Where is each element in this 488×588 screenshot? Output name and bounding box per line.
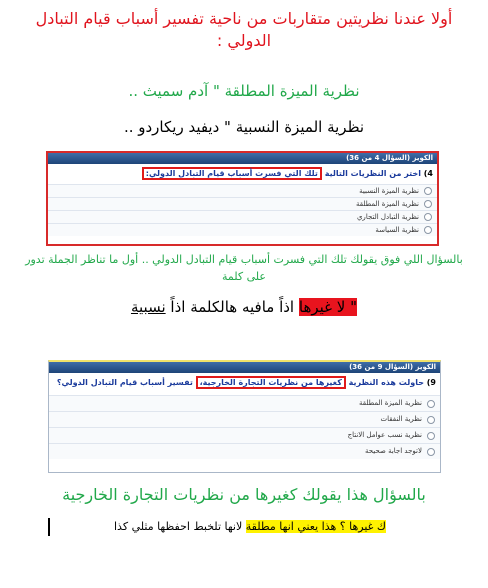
note-line-1	[60, 298, 428, 316]
quiz1-option-3[interactable]	[48, 210, 437, 223]
radio-icon[interactable]	[424, 200, 432, 208]
quiz-panel-1	[46, 151, 439, 246]
option-label: نظرية الميزة المطلقة	[359, 399, 422, 407]
note-line-2	[70, 520, 430, 533]
radio-icon[interactable]	[427, 416, 435, 424]
quiz2-option-1[interactable]	[49, 395, 440, 411]
question-highlight-box: تلك التي فسرت أسباب قيام التبادل الدولي:	[142, 167, 322, 180]
quiz-question-2	[49, 373, 440, 395]
quiz-question-1	[48, 164, 437, 184]
option-label: نظرية نسب عوامل الانتاج	[347, 431, 422, 439]
intro-heading: أولا عندنا نظريتين متقاربات من ناحية تفسير أسباب قيام التبادل الدولي :	[35, 9, 453, 50]
note2-highlight: ك غيرها ؟ هذا يعني انها مطلقة	[245, 520, 386, 533]
radio-icon[interactable]	[424, 187, 432, 195]
quiz-header-1: الكويز (السؤال 4 من 36)	[48, 153, 437, 164]
note2-text: لانها تلخبط احفظها مثلي كذا	[114, 520, 243, 533]
explanation-caption-2: بالسؤال هذا يقولك كغيرها من نظريات التجارة الخارجية	[62, 485, 426, 504]
quiz2-option-4[interactable]	[49, 443, 440, 459]
quiz1-option-4[interactable]	[48, 223, 437, 236]
explanation-caption-1: بالسؤال اللي فوق يقولك تلك التي فسرت أسباب قيام التبادل الدولي .. أول ما تناظر الجملة تدور على كلمة	[25, 253, 463, 283]
text-cursor	[48, 518, 50, 536]
radio-icon[interactable]	[427, 448, 435, 456]
note1-text: اذاً مافيه هالكلمة اذاً	[170, 298, 295, 316]
quiz1-option-2[interactable]	[48, 197, 437, 210]
radio-icon[interactable]	[424, 226, 432, 234]
question-tail: تفسير أسباب قيام التبادل الدولي؟	[56, 378, 193, 387]
radio-icon[interactable]	[427, 400, 435, 408]
option-label: لاتوجد اجابة صحيحة	[365, 447, 422, 455]
quiz-header-2: الكويز (السؤال 9 من 36)	[49, 362, 440, 373]
radio-icon[interactable]	[427, 432, 435, 440]
option-label: نظرية الميزة المطلقة	[356, 200, 419, 208]
question-number: 4)	[423, 169, 433, 178]
theory-absolute-line: نظرية الميزة المطلقة " آدم سميث ..	[128, 82, 360, 100]
quiz2-option-3[interactable]	[49, 427, 440, 443]
option-label: نظرية التبادل التجاري	[356, 213, 419, 221]
theory-comparative-line: نظرية الميزة النسبية " ديفيد ريكاردو ..	[123, 118, 365, 136]
option-label: نظرية النفقات	[380, 415, 422, 423]
question-text: اختر من النظريات التالية	[324, 169, 421, 178]
option-label: نظرية الميزة النسبية	[359, 187, 419, 195]
quiz-panel-2	[48, 360, 441, 473]
note1-underlined: نسبية	[130, 298, 166, 316]
question-text: حاولت هذه النظرية	[348, 378, 424, 387]
quiz1-option-1[interactable]	[48, 184, 437, 197]
quiz2-option-2[interactable]	[49, 411, 440, 427]
radio-icon[interactable]	[424, 213, 432, 221]
question-number: 9)	[426, 378, 436, 387]
option-label: نظرية السياسة	[375, 226, 419, 234]
note1-highlight: " لا غيرها	[298, 298, 358, 316]
question-highlight-box: كغيرها من نظريات التجارة الخارجية،	[196, 376, 346, 389]
